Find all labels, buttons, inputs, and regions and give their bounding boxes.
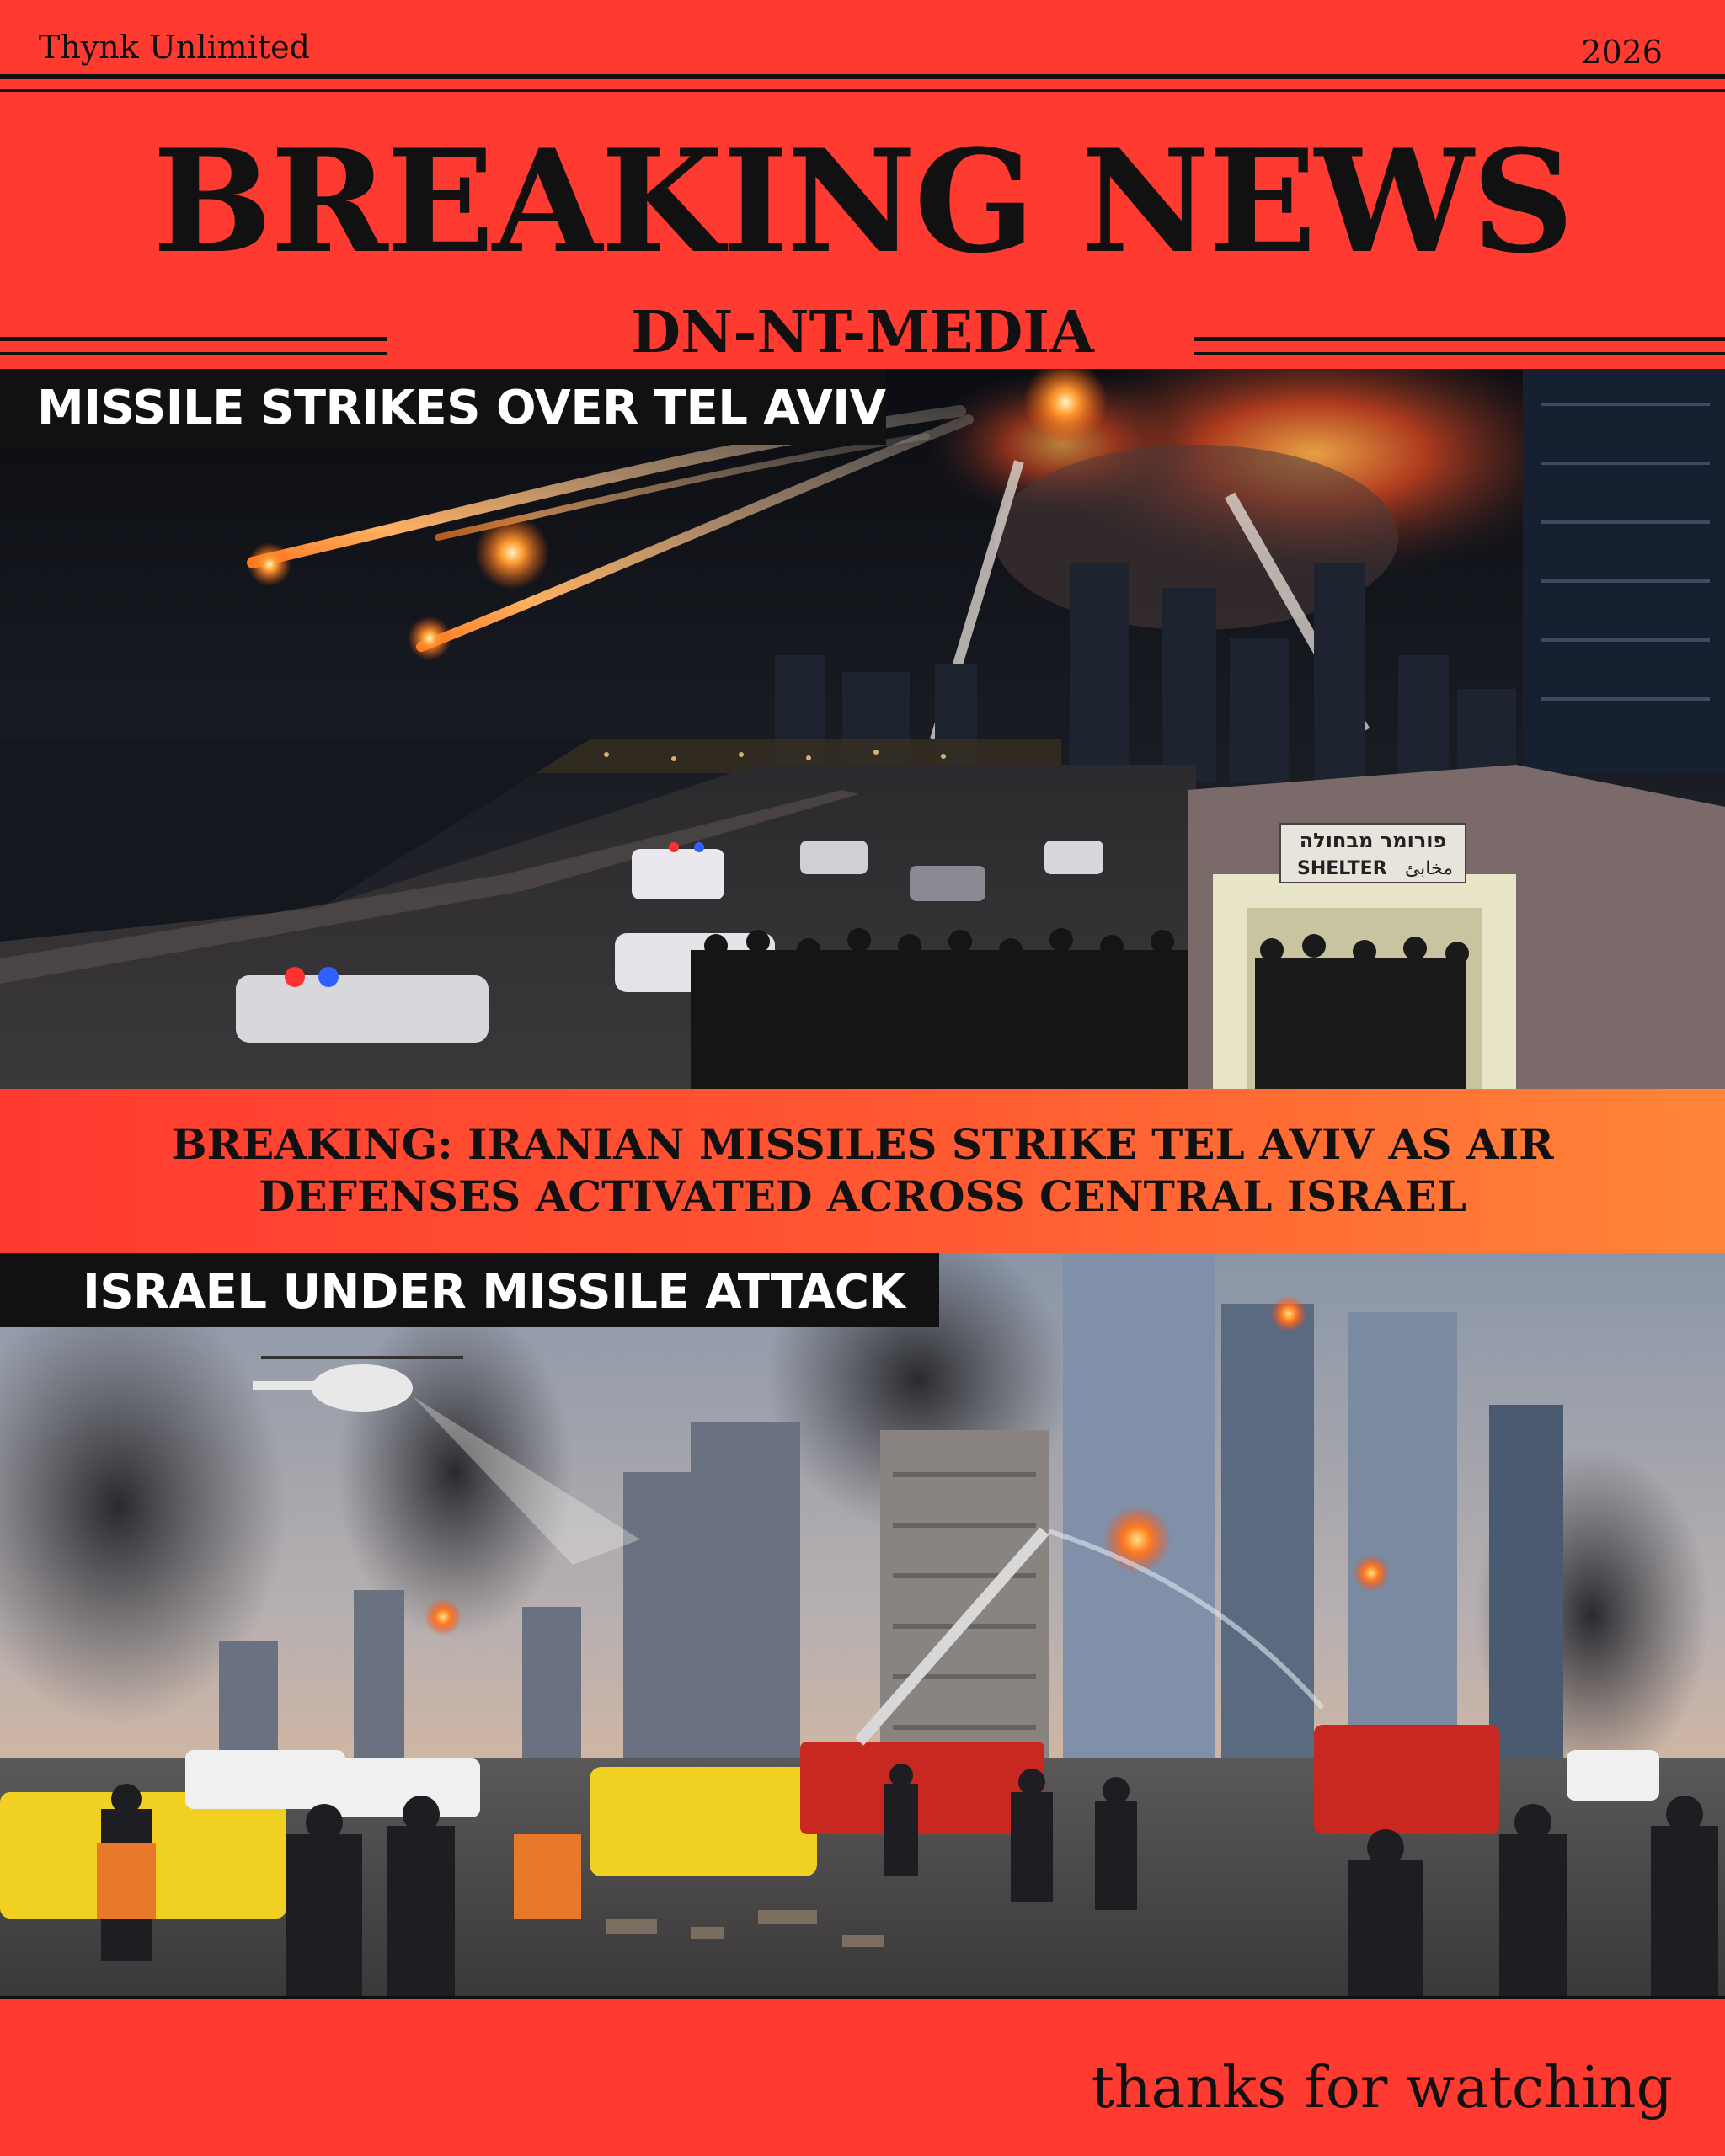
brand-name: Thynk Unlimited <box>39 29 310 66</box>
top-rule-thin <box>0 89 1725 92</box>
story-headline-line-1: BREAKING: IRANIAN MISSILES STRIKE TEL AVIV AS AIR <box>171 1119 1554 1169</box>
top-rule-thick <box>0 74 1725 79</box>
missile-strike-photo <box>0 369 1725 1089</box>
shelter-sign-text: SHELTER <box>1297 858 1387 879</box>
year-label: 2026 <box>1581 34 1663 71</box>
story-headline-line-2: DEFENSES ACTIVATED ACROSS CENTRAL ISRAEL <box>259 1171 1466 1221</box>
signoff-text: thanks for watching <box>1091 2055 1673 2121</box>
panel-2-caption-tag: ISRAEL UNDER MISSILE ATTACK <box>0 1253 939 1327</box>
headline: BREAKING NEWS <box>152 118 1573 285</box>
bottom-rule <box>0 1996 1725 1999</box>
publisher-name: DN-NT-MEDIA <box>631 299 1094 366</box>
shelter-sign-arabic: مخابئ <box>1404 858 1453 879</box>
panel-1-caption-tag: MISSILE STRIKES OVER TEL AVIV <box>0 369 886 445</box>
attack-aftermath-photo <box>0 1253 1725 1996</box>
shelter-sign-hebrew: פורומר מבחולה <box>1299 829 1447 852</box>
story-headline <box>0 1118 1725 1223</box>
